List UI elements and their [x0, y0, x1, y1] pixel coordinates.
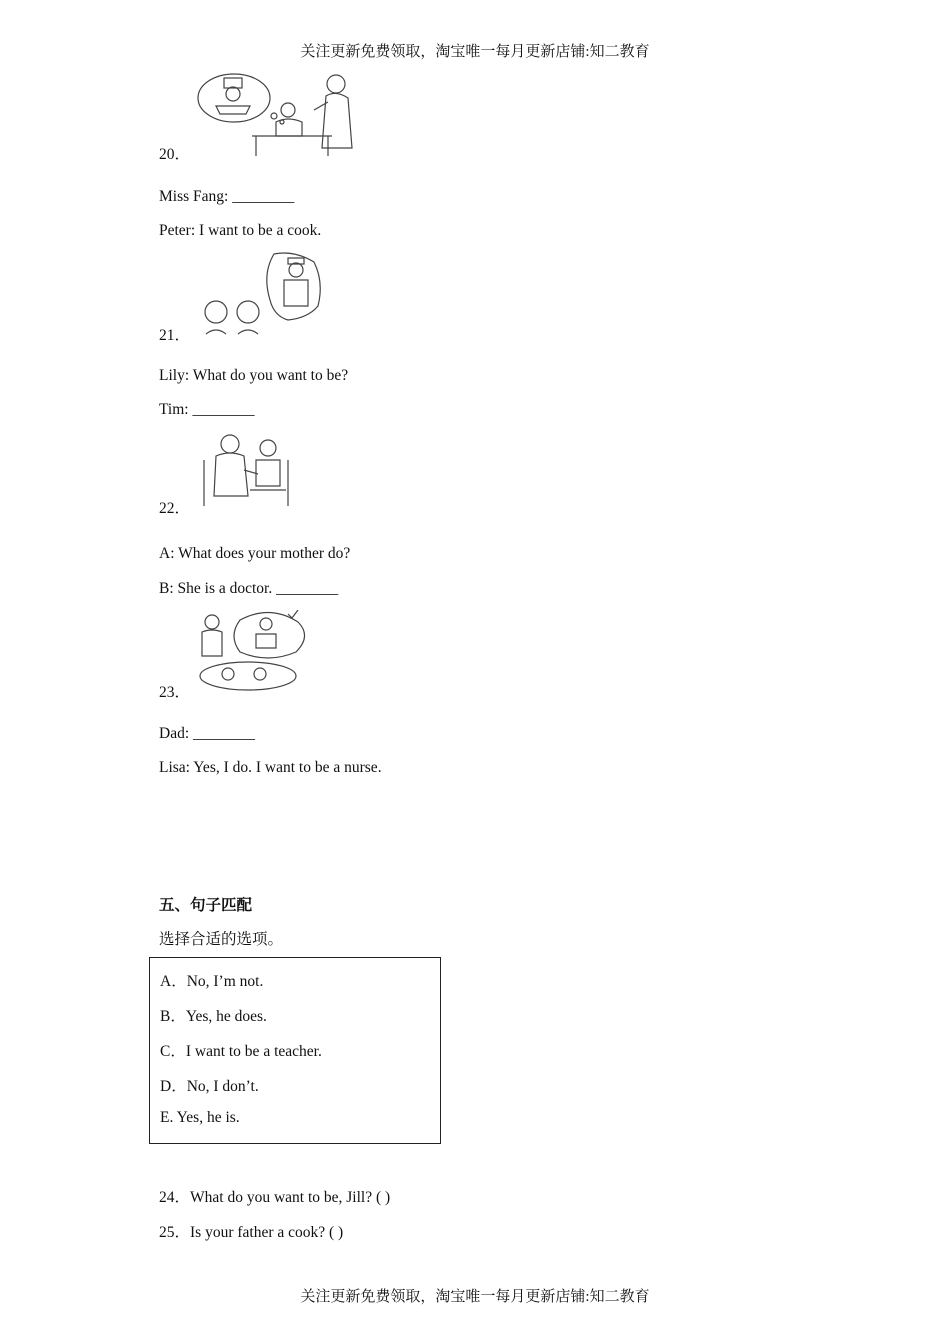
question-25: 25．Is your father a cook? ( ) [159, 1224, 344, 1241]
q22-number: 22． [159, 500, 191, 517]
option-c: C．I want to be a teacher. [160, 1043, 322, 1060]
section-instruction: 选择合适的选项。 [159, 931, 284, 948]
question-24: 24．What do you want to be, Jill? ( ) [159, 1189, 391, 1206]
q22-line-1: A: What does your mother do? [159, 545, 351, 562]
q20-illustration [196, 70, 366, 158]
option-a: A．No, I’m not. [160, 973, 264, 990]
option-e: E. Yes, he is. [160, 1109, 240, 1126]
q21-illustration [196, 250, 328, 338]
options-box [149, 957, 441, 1144]
q21-number: 21． [159, 327, 191, 344]
q23-line-1: Dad: ________ [159, 725, 256, 742]
q21-line-1: Lily: What do you want to be? [159, 367, 349, 384]
q20-line-1: Miss Fang: ________ [159, 188, 295, 205]
q23-illustration [196, 610, 312, 694]
q23-number: 23． [159, 684, 191, 701]
q21-line-2: Tim: ________ [159, 401, 255, 418]
section-title: 五、句子匹配 [159, 897, 253, 914]
q22-illustration [200, 430, 292, 510]
q22-line-2: B: She is a doctor. ________ [159, 580, 339, 597]
page-header: 关注更新免费领取，淘宝唯一每月更新店铺:知二教育 [300, 44, 650, 60]
option-d: D．No, I don’t. [160, 1078, 259, 1095]
q20-number: 20． [159, 146, 191, 163]
q20-line-2: Peter: I want to be a cook. [159, 222, 322, 239]
q23-line-2: Lisa: Yes, I do. I want to be a nurse. [159, 759, 382, 776]
page-footer: 关注更新免费领取，淘宝唯一每月更新店铺:知二教育 [300, 1289, 650, 1305]
option-b: B．Yes, he does. [160, 1008, 267, 1025]
